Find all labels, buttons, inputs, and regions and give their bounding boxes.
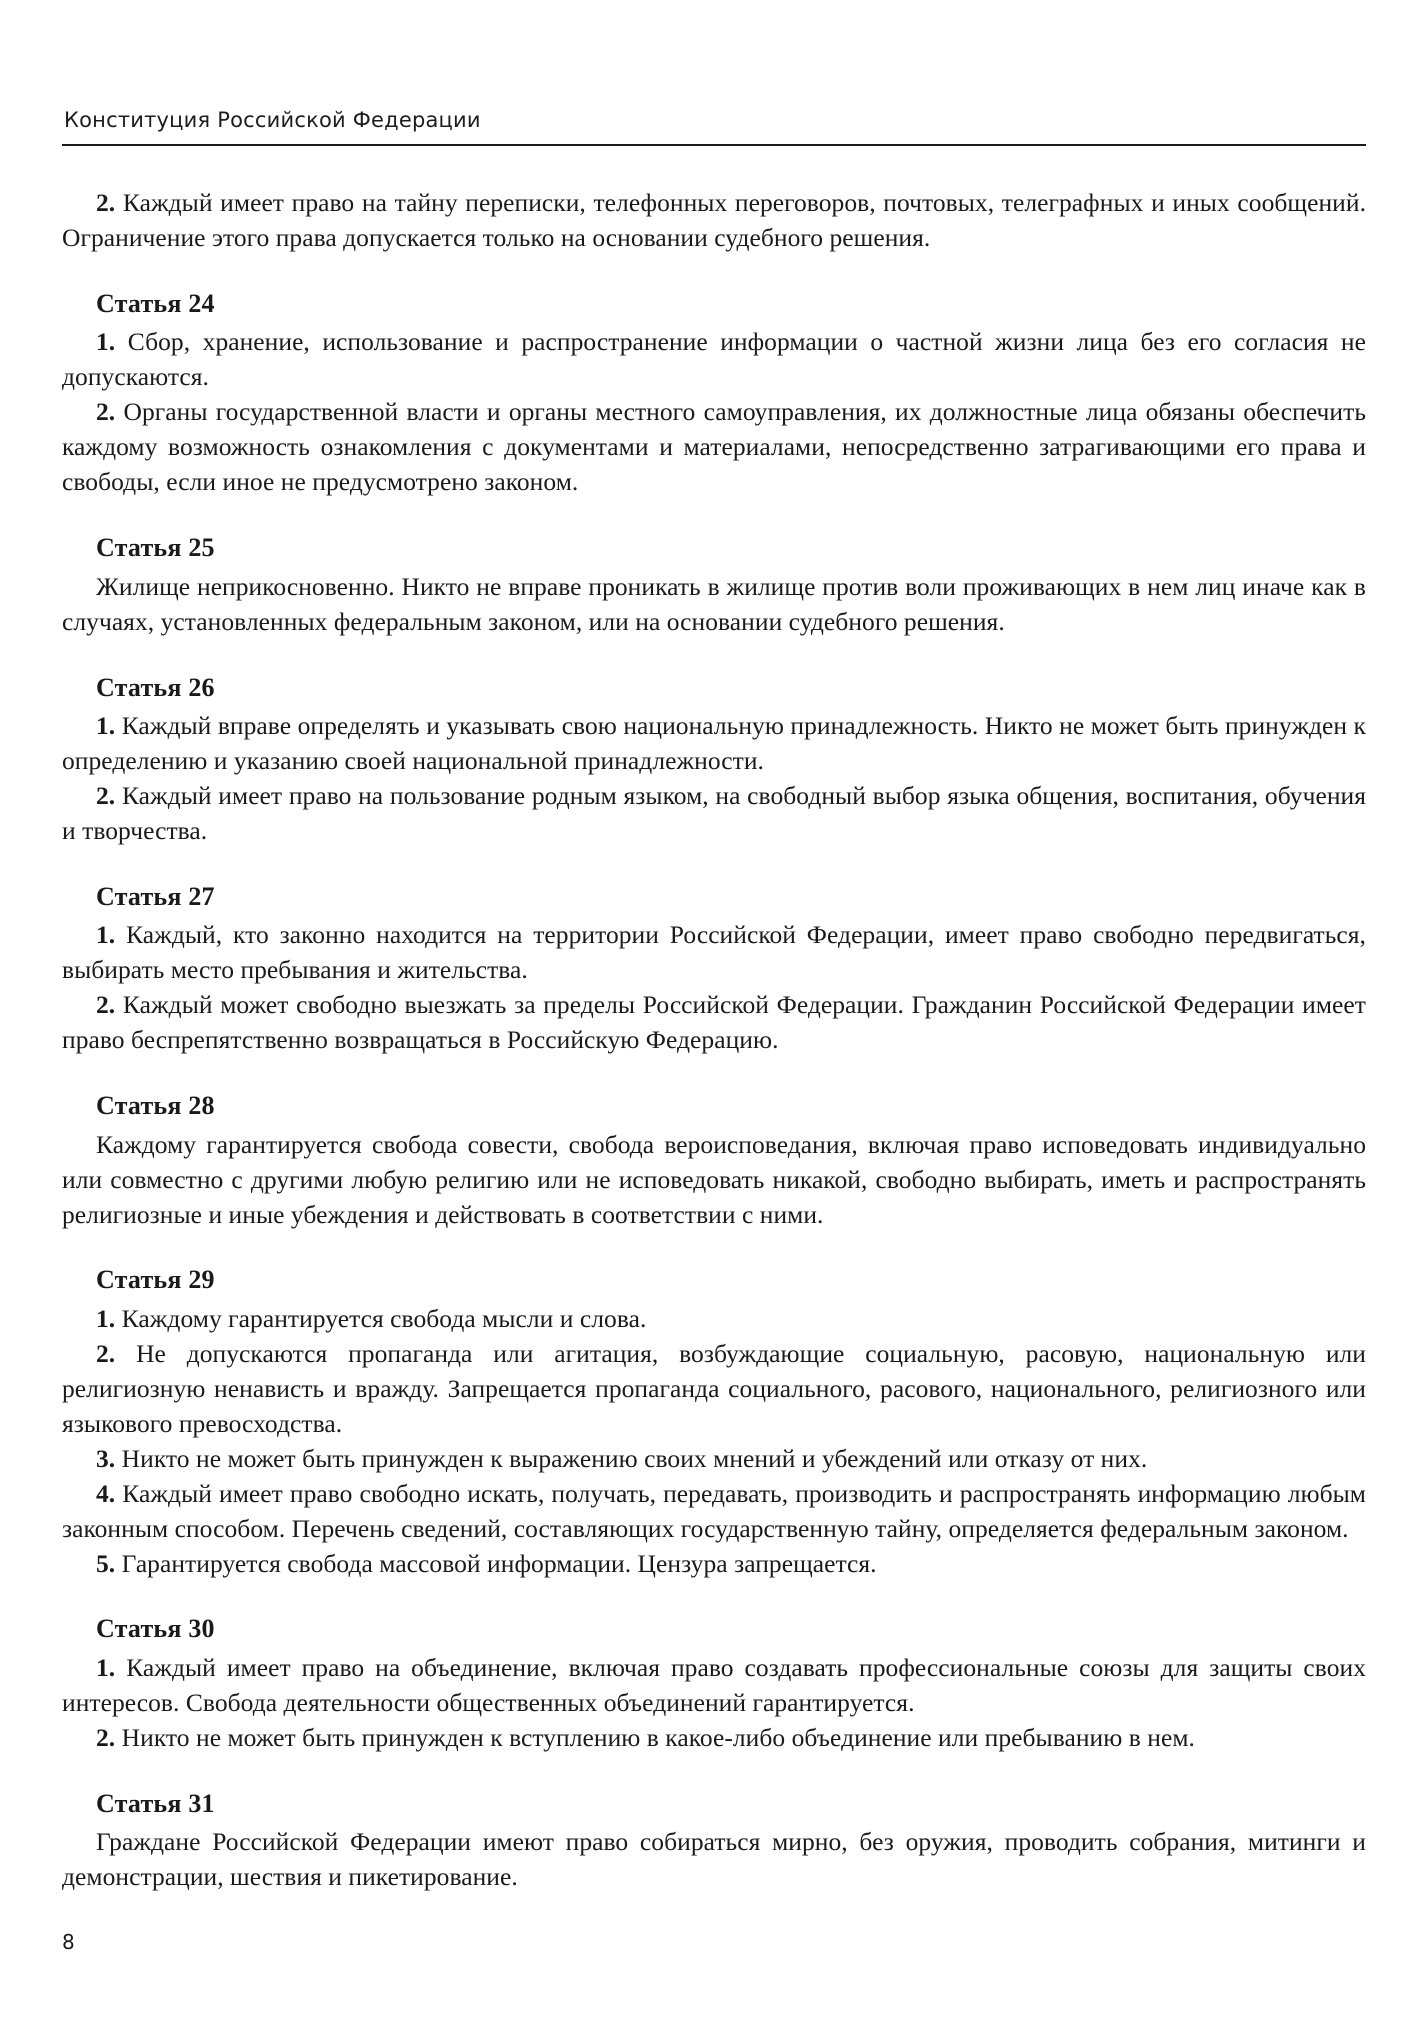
clause-number: 1. — [96, 1653, 116, 1683]
article-title: Статья 24 — [96, 288, 215, 318]
intro-clause — [62, 186, 1366, 256]
clause-number: 2. — [96, 1722, 116, 1752]
clause-text: Каждый имеет право на пользование родным языком, на свободный выбор языка общения, воспитания, обучения и творчества. — [62, 780, 1366, 845]
clause-text: Каждый, кто законно находится на территории Российской Федерации, имеет право свободно передвигаться, выбирать место пребывания и жительства. — [62, 920, 1366, 985]
clause-text: Никто не может быть принужден к вступлению в какое-либо объединение или пребыванию в нем. — [115, 1722, 1195, 1752]
page-number: 8 — [62, 1930, 75, 1954]
article-27 — [62, 879, 1366, 1058]
article-29 — [62, 1262, 1366, 1581]
running-head: Конституция Российской Федерации — [64, 108, 481, 132]
header-divider — [62, 144, 1366, 146]
clause-paragraph — [62, 1128, 1366, 1233]
clause-number: 4. — [96, 1478, 116, 1508]
article-title: Статья 30 — [96, 1614, 215, 1644]
clause-text: Граждане Российской Федерации имеют право собираться мирно, без оружия, проводить собрания, митинги и демонстрации, шествия и пикетирование. — [62, 1827, 1366, 1892]
clause-paragraph — [62, 918, 1366, 988]
clause-paragraph — [62, 1302, 1366, 1337]
article-30 — [62, 1611, 1366, 1755]
article-title: Статья 31 — [96, 1788, 215, 1818]
clause-paragraph — [62, 709, 1366, 779]
clause-paragraph — [62, 1651, 1366, 1721]
clause-number: 2. — [96, 990, 116, 1020]
clause-text: Каждый имеет право на тайну переписки, телефонных переговоров, почтовых, телеграфных и иных сообщений. Ограничение этого права допускается только на основании судебного решения. — [62, 188, 1366, 252]
clause-text: Каждый может свободно выезжать за пределы Российской Федерации. Гражданин Российской Федерации имеет право беспрепятственно возвращаться в Российскую Федерацию. — [62, 990, 1366, 1055]
clause-text: Каждый имеет право свободно искать, получать, передавать, производить и распространять информацию любым законным способом. Перечень сведений, составляющих государственную тайну, определяется федеральным законом. — [62, 1478, 1366, 1543]
article-title: Статья 26 — [96, 672, 215, 702]
article-title: Статья 25 — [96, 533, 215, 563]
article-28 — [62, 1088, 1366, 1232]
clause-text: Каждому гарантируется свобода совести, свобода вероисповедания, включая право исповедовать индивидуально или совместно с другими любую религию или не исповедовать никакой, свободно выбирать, иметь и распространять религиозные и иные убеждения и действовать в соответствии с ними. — [62, 1129, 1366, 1229]
clause-paragraph — [62, 1337, 1366, 1442]
clause-number: 2. — [96, 397, 116, 427]
clause-text: Гарантируется свобода массовой информации. Цензура запрещается. — [115, 1548, 877, 1578]
article-title: Статья 27 — [96, 881, 215, 911]
clause-number: 5. — [96, 1548, 116, 1578]
clause-number: 2. — [96, 1339, 116, 1369]
article-24 — [62, 286, 1366, 500]
clause-number: 3. — [96, 1443, 116, 1473]
clause-paragraph — [62, 1547, 1366, 1582]
page-content — [62, 108, 1366, 1895]
clause-paragraph — [62, 988, 1366, 1058]
article-26 — [62, 670, 1366, 849]
clause-text: Сбор, хранение, использование и распространение информации о частной жизни лица без его согласия не допускаются. — [62, 327, 1366, 392]
clause-paragraph — [62, 1721, 1366, 1756]
article-25 — [62, 530, 1366, 639]
clause-number: 2. — [96, 188, 116, 217]
clause-number: 1. — [96, 327, 116, 357]
clause-number: 1. — [96, 1304, 116, 1334]
article-title: Статья 29 — [96, 1265, 215, 1295]
article-31 — [62, 1786, 1366, 1895]
clause-text: Органы государственной власти и органы местного самоуправления, их должностные лица обязаны обеспечить каждому возможность ознакомления с документами и материалами, непосредственно затрагивающими его права и свободы, если иное не предусмотрено законом. — [62, 397, 1366, 497]
body-text — [62, 186, 1366, 1895]
clause-paragraph — [62, 1442, 1366, 1477]
clause-number: 1. — [96, 711, 116, 741]
clause-text: Никто не может быть принужден к выражению своих мнений и убеждений или отказу от них. — [115, 1443, 1148, 1473]
clause-text: Жилище неприкосновенно. Никто не вправе проникать в жилище против воли проживающих в нем лиц иначе как в случаях, установленных федеральным законом, или на основании судебного решения. — [62, 571, 1366, 636]
clause-text: Каждый имеет право на объединение, включая право создавать профессиональные союзы для защиты своих интересов. Свобода деятельности общественных объединений гарантируется. — [62, 1653, 1366, 1717]
clause-paragraph — [62, 1477, 1366, 1547]
clause-text: Каждый вправе определять и указывать свою национальную принадлежность. Никто не может быть принужден к определению и указанию своей национальной принадлежности. — [62, 711, 1366, 776]
clause-paragraph — [62, 186, 1366, 256]
clause-text: Не допускаются пропаганда или агитация, возбуждающие социальную, расовую, национальную или религиозную ненависть и вражду. Запрещается пропаганда социального, расового, национального, религиозного или языкового превосходства. — [62, 1339, 1366, 1438]
article-title: Статья 28 — [96, 1091, 215, 1121]
clause-text: Каждому гарантируется свобода мысли и слова. — [115, 1304, 647, 1334]
clause-paragraph — [62, 395, 1366, 500]
clause-paragraph — [62, 325, 1366, 395]
clause-paragraph — [62, 779, 1366, 849]
clause-number: 1. — [96, 920, 116, 950]
clause-paragraph — [62, 1825, 1366, 1895]
clause-paragraph — [62, 570, 1366, 640]
clause-number: 2. — [96, 780, 116, 810]
